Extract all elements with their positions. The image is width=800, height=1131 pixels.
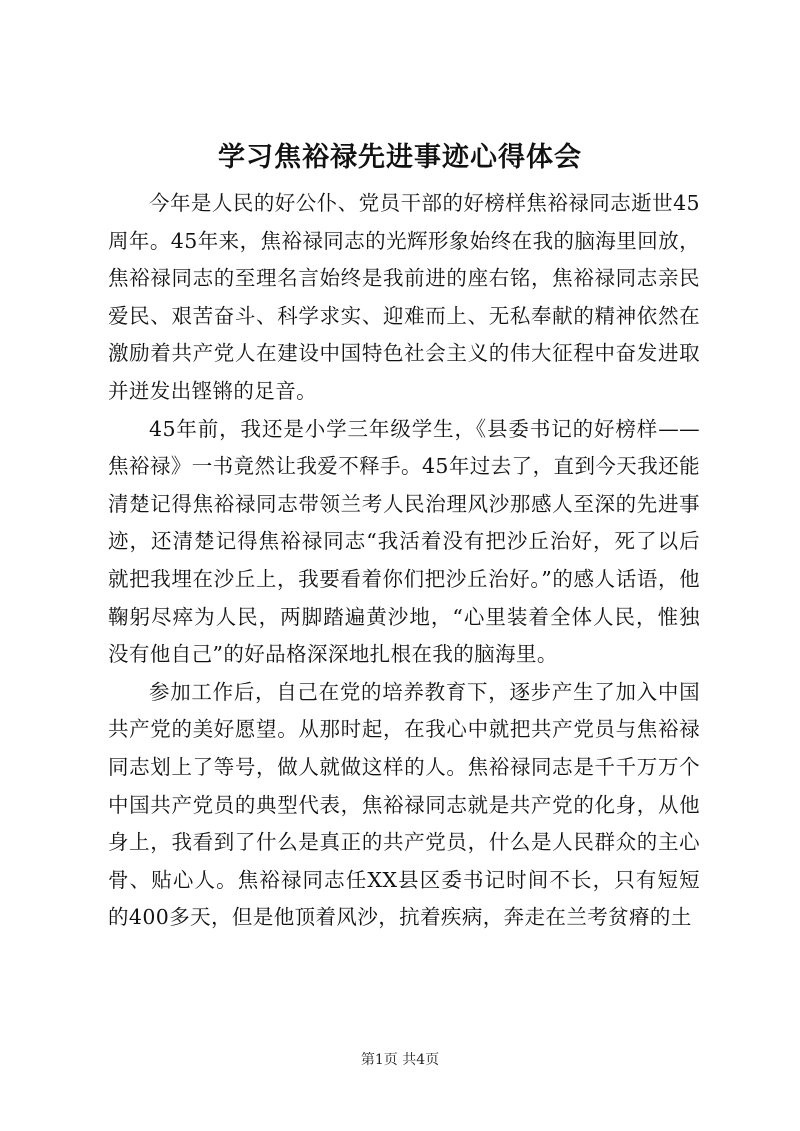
page-number-footer: 第1页 共4页 — [360, 1052, 440, 1068]
document-title: 学习焦裕禄先进事迹心得体会 — [218, 142, 582, 173]
paragraph-3: 参加工作后，自己在党的培养教育下，逐步产生了加入中国共产党的美好愿望。从那时起，在我心中就把共产党员与焦裕禄同志划上了等号，做人就做这样的人。焦裕禄同志是千千万万个中国共产党员的典型代表，焦裕禄同志就是共产党的化身，从他身上，我看到了什么是真正的共产党员，什么是人民群众的主心骨、贴心人。焦裕禄同志任XX县区委书记时间不长，只有短短的400多天，但是他顶着风沙，抗着疾病，奔走在兰考贫瘠的土 — [108, 679, 700, 930]
paragraph-1: 今年是人民的好公仆、党员干部的好榜样焦裕禄同志逝世45周年。45年来，焦裕禄同志的光辉形象始终在我的脑海里回放，焦裕禄同志的至理名言始终是我前进的座右铭，焦裕禄同志亲民爱民、艰苦奋斗、科学求实、迎难而上、无私奉献的精神依然在激励着共产党人在建设中国特色社会主义的伟大征程中奋发进取并迸发出铿锵的足音。 — [108, 191, 700, 403]
paragraph-2: 45年前，我还是小学三年级学生，《县委书记的好榜样——焦裕禄》一书竟然让我爱不释手。45年过去了，直到今天我还能清楚记得焦裕禄同志带领兰考人民治理风沙那感人至深的先进事迹，还清楚记得焦裕禄同志“我活着没有把沙丘治好，死了以后就把我埋在沙丘上，我要看着你们把沙丘治好。”的感人话语，他鞠躬尽瘁为人民，两脚踏遍黄沙地，“心里装着全体人民，惟独没有他自己”的好品格深深地扎根在我的脑海里。 — [108, 416, 700, 667]
document-body — [108, 185, 700, 937]
